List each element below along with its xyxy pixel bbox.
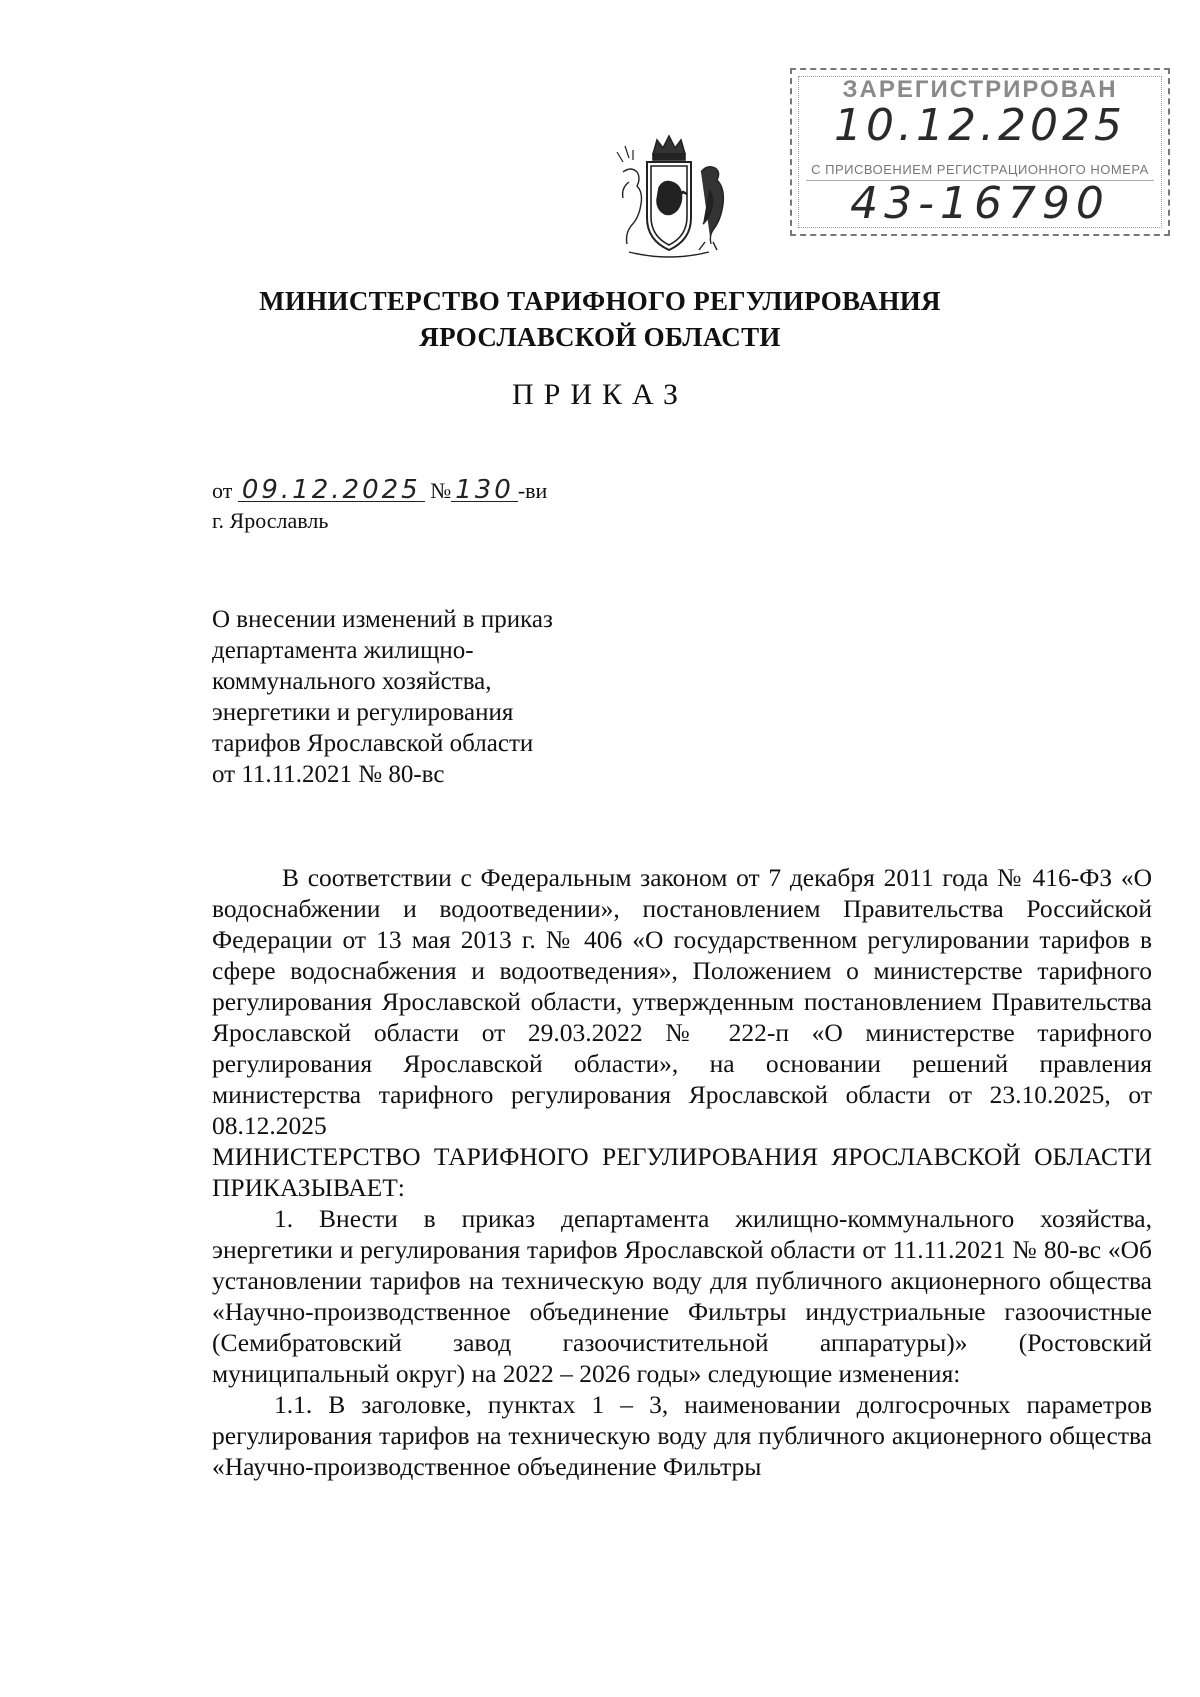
- subject-line: тарифов Ярославской области: [212, 730, 534, 757]
- order-subject: [212, 604, 662, 790]
- item-1-paragraph: 1. Внести в приказ департамента жилищно-коммунального хозяйства, энергетики и регулирования тарифов Ярославской области от 11.11.2021 № 80-вс «Об установлении тарифов на техническую воду для публичного акционерного общества «Научно-производственное объединение Фильтры индустриальные газоочистные (Семибратовский завод газоочистительной аппаратуры)» (Ростовский муниципальный округ) на 2022 – 2026 годы» следующие изменения:: [212, 1204, 1152, 1388]
- orders-statement: МИНИСТЕРСТВО ТАРИФНОГО РЕГУЛИРОВАНИЯ ЯРОСЛАВСКОЙ ОБЛАСТИ ПРИКАЗЫВАЕТ:: [212, 1142, 1152, 1202]
- stamp-registration-number: 43-16790: [850, 178, 1110, 229]
- preamble-paragraph: В соответствии с Федеральным законом от 7 декабря 2011 года № 416-ФЗ «О водоснабжении и водоотведении», постановлением Правительства Российской Федерации от 13 мая 2013 г. № 406 «О государственном регулировании тарифов в сфере водоснабжения и водоотведения», Положением о министерстве тарифного регулирования Ярославской области, утвержденным постановлением Правительства Ярославской области от 29.03.2022 № 222-п «О министерстве тарифного регулирования Ярославской области», на основании решений правления министерства тарифного регулирования Ярославской области от 23.10.2025, от 08.12.2025: [212, 863, 1152, 1140]
- subject-line: департамента жилищно-: [212, 637, 474, 664]
- order-date-handwritten: 09.12.2025: [238, 479, 425, 502]
- ministry-name-line2: ЯРОСЛАВСКОЙ ОБЛАСТИ: [419, 322, 781, 352]
- item-1-1-paragraph: 1.1. В заголовке, пунктах 1 – 3, наименовании долгосрочных параметров регулирования тарифов на техническую воду для публичного акционерного общества «Научно-производственное объединение Фильтры: [212, 1390, 1152, 1481]
- order-body: [212, 862, 1152, 1482]
- order-number-handwritten: 130: [451, 479, 518, 502]
- order-city: г. Ярославль: [212, 508, 329, 533]
- ministry-name: [0, 283, 1200, 355]
- stamp-date: 10.12.2025: [834, 100, 1126, 151]
- registration-stamp: [790, 68, 1170, 236]
- subject-line: О внесении изменений в приказ: [212, 606, 553, 633]
- coat-of-arms-icon: [609, 132, 729, 262]
- subject-line: от 11.11.2021 № 80-вс: [212, 761, 445, 788]
- stamp-caption: С ПРИСВОЕНИЕМ РЕГИСТРАЦИОННОГО НОМЕРА: [792, 162, 1168, 177]
- order-title: ПРИКАЗ: [512, 378, 688, 411]
- subject-line: коммунального хозяйства,: [212, 668, 492, 695]
- order-date-number-line: [212, 475, 548, 505]
- subject-line: энергетики и регулирования: [212, 699, 514, 726]
- stamp-header: ЗАРЕГИСТРИРОВАН: [842, 76, 1118, 103]
- order-number-sign: №: [430, 478, 452, 503]
- ministry-name-line1: МИНИСТЕРСТВО ТАРИФНОГО РЕГУЛИРОВАНИЯ: [259, 286, 941, 316]
- order-number-suffix: -ви: [517, 478, 548, 503]
- order-from-label: от: [212, 478, 233, 503]
